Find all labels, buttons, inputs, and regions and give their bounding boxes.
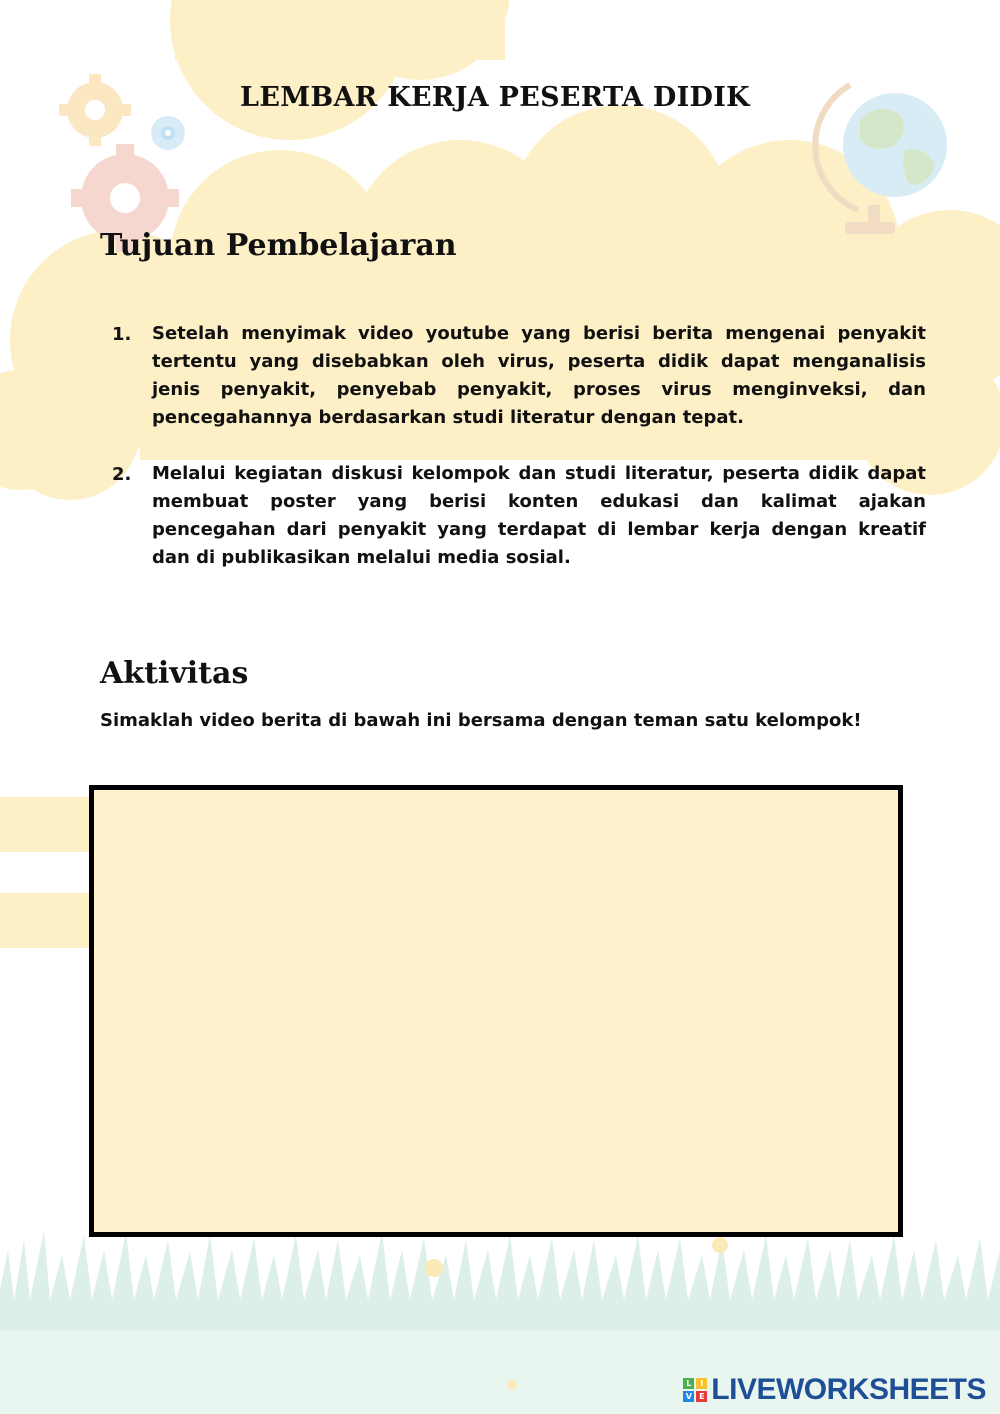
list-number: 1.: [112, 324, 132, 345]
list-number: 2.: [112, 464, 132, 485]
objectives-heading: Tujuan Pembelajaran: [100, 228, 457, 263]
logo-text: LIVEWORKSHEETS: [711, 1373, 986, 1406]
liveworksheets-logo: [683, 1373, 986, 1407]
dot-decoration: [507, 1380, 517, 1390]
video-embed-box[interactable]: [89, 785, 903, 1237]
objective-text: Melalui kegiatan diskusi kelompok dan studi literatur, peserta didik dapat membuat poster yang berisi konten edukasi dan kalimat ajakan pencegahan dari penyakit yang terdapat di lembar kerja dengan kreatif dan di publikasikan melalui media sosial.: [152, 463, 926, 568]
activity-heading: Aktivitas: [100, 656, 249, 691]
objective-text: Setelah menyimak video youtube yang berisi berita mengenai penyakit tertentu yang disebabkan oleh virus, peserta didik dapat menganalisis jenis penyakit, penyebab penyakit, proses virus menginveksi, dan pencegahannya berdasarkan studi literatur dengan tepat.: [152, 323, 926, 428]
activity-instruction: Simaklah video berita di bawah ini bersama dengan teman satu kelompok!: [100, 710, 862, 731]
logo-mark-icon: L I V E: [683, 1378, 707, 1402]
list-item: [100, 320, 926, 432]
gear-icon: [151, 116, 185, 150]
list-item: [100, 460, 926, 572]
dot-decoration: [712, 1237, 728, 1253]
worksheet-title: LEMBAR KERJA PESERTA DIDIK: [240, 82, 750, 113]
objectives-list: [100, 320, 926, 600]
dot-decoration: [425, 1259, 443, 1277]
